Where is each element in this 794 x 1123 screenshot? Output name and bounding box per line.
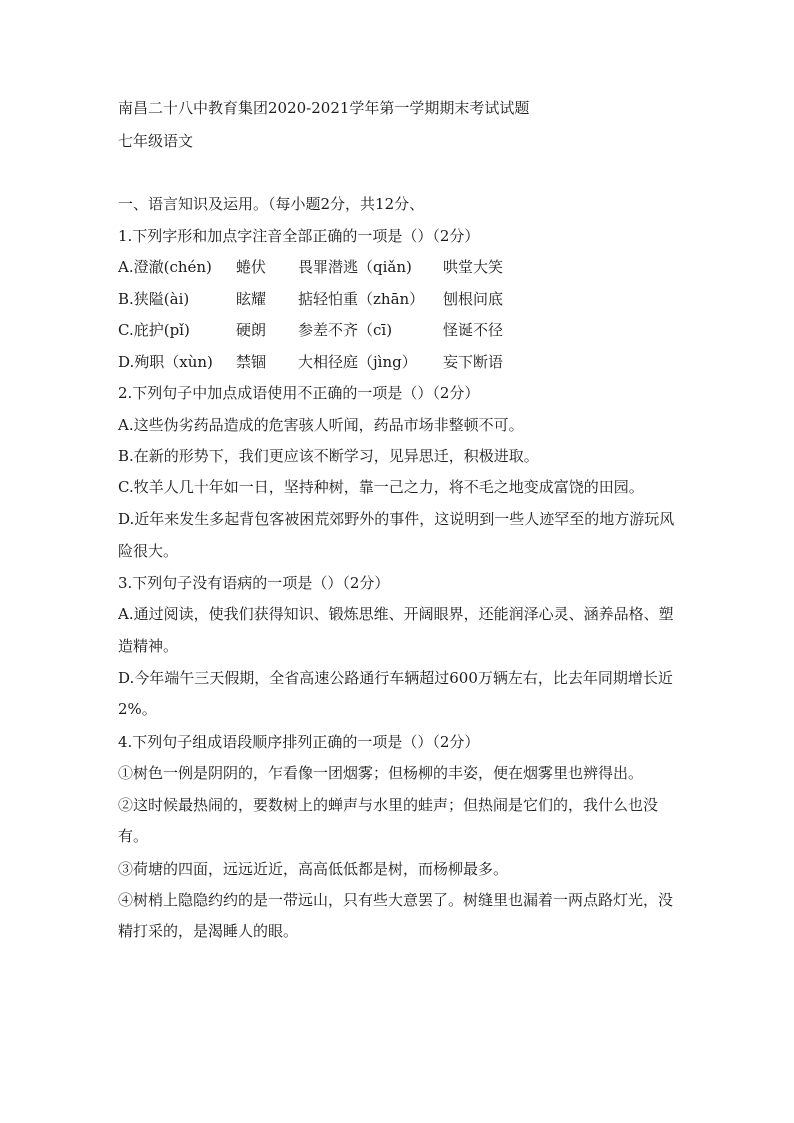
exam-title: 南昌二十八中教育集团2020-2021学年第一学期期末考试试题 <box>118 99 530 117</box>
option-cell: 蜷伏 <box>236 258 267 276</box>
option-cell: 参差不齐（cī) <box>298 321 393 339</box>
option-cell: A.澄澈(chén) <box>118 258 212 276</box>
question-3-stem: 3.下列句子没有语病的一项是（）（2分） <box>118 574 390 592</box>
option-cell: 哄堂大笑 <box>443 258 504 276</box>
question-1-stem: 1.下列字形和加点字注音全部正确的一项是（）（2分） <box>118 226 480 245</box>
question-4-sentence-1: ①树色一例是阴阴的，乍看像一团烟雾；但杨柳的丰姿，便在烟雾里也辨得出。 <box>118 763 644 782</box>
question-1-option-a <box>118 257 678 277</box>
question-4-sentence-2: ②这时候最热闹的，要数树上的蝉声与水里的蛙声；但热闹是它们的，我什么也没有。 <box>118 795 659 845</box>
question-2-stem: 2.下列句子中加点成语使用不正确的一项是（）（2分） <box>118 384 480 402</box>
option-cell: 妄下断语 <box>443 352 504 371</box>
question-4-sentence-3: ③荷塘的四面，远远近近，高高低低都是树，而杨柳最多。 <box>118 859 509 878</box>
question-4-stem: 4.下列句子组成语段顺序排列正确的一项是（）（2分） <box>118 732 480 751</box>
question-3-option-d: D.今年端午三天假期，全省高速公路通行车辆超过600万辆左右，比去年同期增长近2%。 <box>118 668 673 718</box>
option-cell: B.狭隘(ài) <box>118 289 190 308</box>
question-2-option-b: B.在新的形势下，我们更应该不断学习，见异思迁，积极进取。 <box>118 447 539 465</box>
option-cell: D.殉职（xùn) <box>118 352 213 371</box>
question-2-option-d: D.近年来发生多起背包客被困荒郊野外的事件，这说明到一些人迹罕至的地方游玩风险很大。 <box>118 510 675 560</box>
option-cell: 畏罪潜逃（qiǎn) <box>298 258 412 276</box>
question-1-option-c <box>118 320 678 340</box>
question-3-option-a: A.通过阅读，使我们获得知识、锻炼思维、开阔眼界，还能润泽心灵、涵养品格、塑造精神。 <box>118 605 674 655</box>
option-cell: 刨根问底 <box>443 289 504 308</box>
exam-content <box>118 98 678 954</box>
option-cell: 眩耀 <box>236 289 267 308</box>
question-4-sentence-4: ④树梢上隐隐约约的是一带远山，只有些大意罢了。树缝里也漏着一两点路灯光，没精打采的，是渴睡人的眼。 <box>118 890 674 940</box>
question-1-option-b <box>118 289 678 309</box>
question-2-option-a: A.这些伪劣药品造成的危害骇人听闻，药品市场非整顿不可。 <box>118 415 524 434</box>
section-heading: 一、语言知识及运用。（每小题2分，共12分、 <box>118 195 425 213</box>
option-cell: 硬朗 <box>236 321 267 339</box>
option-cell: 掂轻怕重（zhān） <box>298 289 425 308</box>
question-1-option-d <box>118 352 678 372</box>
option-cell: 大相径庭（jìng） <box>298 352 417 371</box>
option-cell: 怪诞不径 <box>443 321 504 339</box>
option-cell: C.庇护(pǐ) <box>118 321 190 339</box>
question-2-option-c: C.牧羊人几十年如一日，坚持种树，靠一己之力，将不毛之地变成富饶的田园。 <box>118 478 644 496</box>
option-cell: 禁锢 <box>236 352 267 371</box>
exam-subject: 七年级语文 <box>118 132 194 150</box>
